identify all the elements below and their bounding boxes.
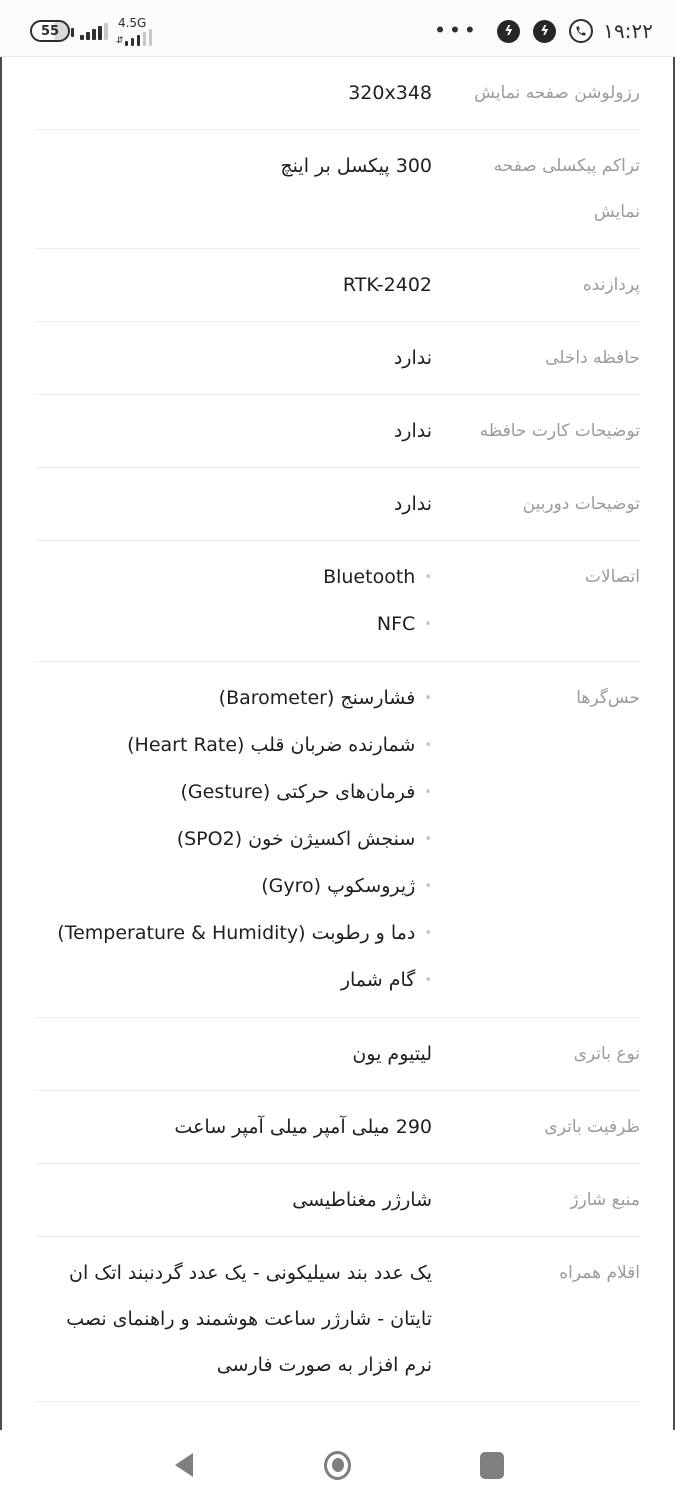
spec-row [35,662,640,1018]
spec-label: رزولوشن صفحه نمایش [474,83,640,103]
messenger-icon: ϟ [533,20,556,43]
spec-value-item: • گام شمار [35,957,432,1004]
spec-values [35,481,450,527]
spec-value-item: • شمارنده ضربان قلب (Heart Rate) [35,722,432,769]
spec-row [35,1237,640,1402]
spec-values [35,70,450,116]
battery-icon [30,20,70,42]
recents-button[interactable] [475,1448,509,1482]
spec-values [35,554,450,648]
spec-value-item: ندارد [393,493,432,515]
spec-value-item: • NFC [35,601,432,648]
clock-time: ۱۹:۲۲ [603,19,653,43]
spec-label: حس‌گرها [576,688,640,708]
status-bar [0,0,675,57]
battery-percent: 55 [40,23,60,39]
spec-values [35,1250,450,1388]
spec-label: توضیحات دوربین [522,494,640,514]
more-dots-icon: ••• [434,21,480,41]
spec-value-item: ندارد [393,347,432,369]
whatsapp-icon [569,19,593,43]
back-button[interactable] [167,1448,201,1482]
spec-table [0,57,675,1402]
spec-row [35,322,640,395]
spec-values [35,408,450,454]
status-right-cluster [435,19,653,43]
network-cluster [116,17,153,46]
spec-row [35,1164,640,1237]
spec-value-item: RTK-2402 [342,274,432,296]
spec-label: منبع شارژ [570,1190,640,1210]
spec-value-item: 320x348 [348,82,432,104]
messenger-icon: ϟ [497,20,520,43]
spec-values [35,1031,450,1077]
spec-value-item: یک عدد بند سیلیکونی - یک عدد گردنبند اتک ان تایتان - شارژر ساعت هوشمند و راهنمای نصب نرم افزار به صورت فارسی [66,1262,432,1376]
home-button[interactable] [321,1448,355,1482]
spec-values [35,262,450,308]
spec-value-item: شارژر مغناطیسی [292,1189,432,1211]
spec-value-item: لیتیوم یون [352,1043,432,1065]
spec-value-item: • دما و رطوبت (Temperature & Humidity) [35,910,432,957]
spec-row [35,395,640,468]
spec-value-item: • سنجش اکسیژن خون (SPO2) [35,816,432,863]
spec-row [35,1091,640,1164]
spec-value-item: ندارد [393,420,432,442]
spec-row [35,57,640,130]
spec-label: ظرفیت باتری [544,1117,640,1137]
spec-label: اقلام همراه [559,1263,640,1283]
spec-row [35,541,640,662]
data-arrows-icon: ⇵ [115,35,123,46]
home-icon [324,1451,351,1480]
signal-bars-icon [80,23,108,40]
spec-label: پردازنده [582,275,640,295]
spec-value-item: 300 پیکسل بر اینچ [280,155,432,177]
spec-values [35,143,450,189]
status-left-cluster [30,17,152,46]
spec-value-item: • Bluetooth [35,554,432,601]
spec-row [35,1018,640,1091]
spec-values [35,1177,450,1223]
spec-row [35,249,640,322]
back-icon [175,1453,193,1477]
spec-label: تراکم پیکسلی صفحه نمایش [493,156,640,222]
spec-label: توضیحات کارت حافظه [479,421,640,441]
spec-row [35,130,640,249]
spec-label: حافظه داخلی [545,348,640,368]
spec-value-item: • فرمان‌های حرکتی (Gesture) [35,769,432,816]
recents-icon [480,1452,504,1479]
spec-values [35,335,450,381]
spec-label: اتصالات [584,567,640,587]
spec-values [35,675,450,1004]
network-type-label: 4.5G [117,15,147,30]
spec-values [35,1104,450,1150]
spec-value-item: 290 میلی آمپر میلی آمپر ساعت [174,1116,432,1138]
spec-value-item: • فشارسنج (Barometer) [35,675,432,722]
spec-row [35,468,640,541]
screen-edge-left [0,57,2,1431]
android-nav-bar [0,1430,675,1500]
spec-value-item: • ژیروسکوپ (Gyro) [35,863,432,910]
spec-label: نوع باتری [573,1044,640,1064]
signal-bars-icon [125,29,153,46]
